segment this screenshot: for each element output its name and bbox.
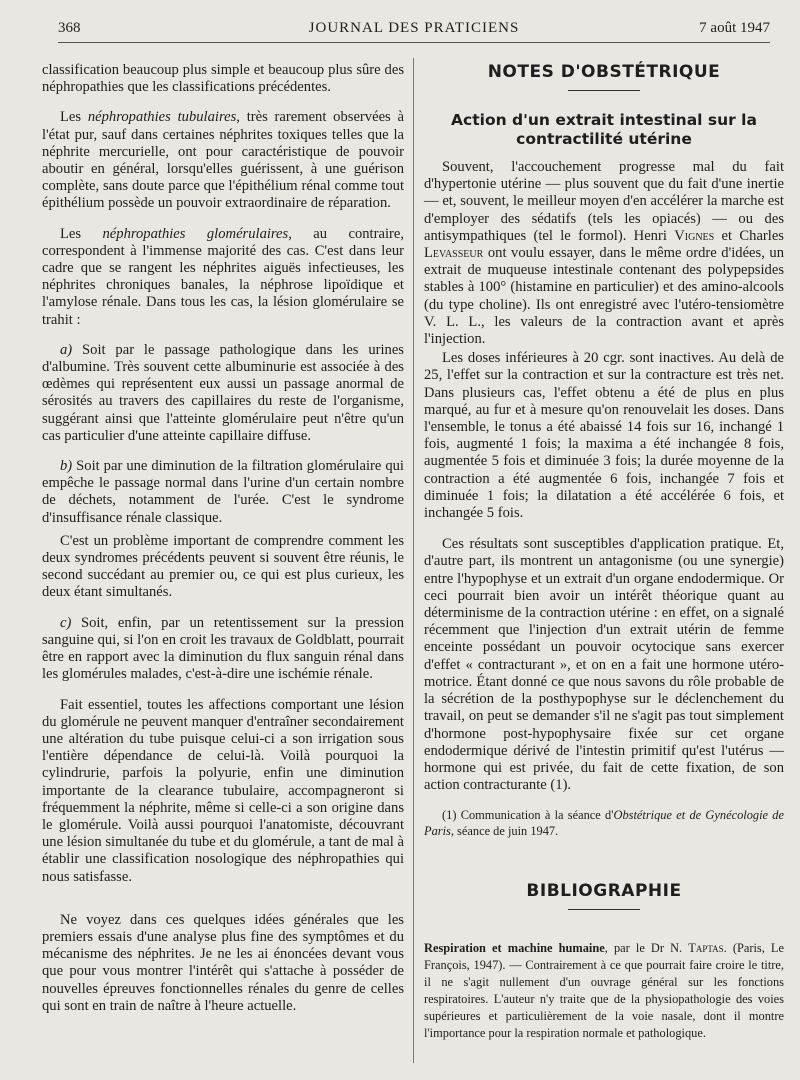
paragraph-continuation: classification beaucoup plus simple et beaucoup plus sûre des néphropathies que les classifications précédentes.	[42, 62, 404, 96]
paragraph-resultats: Ces résultats sont susceptibles d'application pratique. Et, d'autre part, ils montrent un antagonisme (ou une synergie) entre l'hypophyse et un extrait d'un organe endodermique. Or ceci pourrait bien avoir un intérêt théorique quant au déterminisme de la contraction utérine : en effet, on a signalé récemment que l'injection d'un extrait utérin de femme enceinte possédant un pouvoir ocytocique sans exercer d'effet « contracturant », et on en a fait une hormone utéro-motrice. Étant donné ce que nous savons du rôle probable de la sécrétion de la posthypophyse sur le déclenchement du travail, on peut se demander s'il ne s'agit pas tout simplement d'hormone post-hypophysaire fixée sur cet organe endodermique dérivé de l'intestin primitif qu'est l'utérus — hormone qui est privée, du fait de cette fixation, de son action contracturante (1).	[424, 536, 784, 794]
article-title: Action d'un extrait intestinal sur la contractilité utérine	[451, 111, 757, 148]
term-tubulaires: néphropathies tubulaires,	[87, 109, 240, 126]
bibliography-entry: Respiration et machine humaine, par le Dr N. Taptas. (Paris, Le François, 1947). — Contrairement à ce que pourrait faire croire le titre, il ne s'agit nullement d'un ouvrage général sur les fonctions respiratoires. L'auteur n'y traite que de la physiopathologie des voies supérieures et particulièrement de la voie nasale, dont il montre l'importance pour la respiration normale et pathologique.	[424, 941, 784, 1041]
paragraph-probleme: C'est un problème important de comprendre comment les deux syndromes précédents peuvent si souvent être réunis, le second succédant au premier ou, ce qui est plus curieux, les deux étant simultanés.	[42, 532, 404, 601]
paragraph-doses: Les doses inférieures à 20 cgr. sont inactives. Au delà de 25, l'effet sur la contraction et sur la contracture est très net. Dans plusieurs cas, l'effet obtenu a été de plus en plus marqué, au fur et à mesure qu'on renouvelait les doses. Dans l'ensemble, le tonus a été abaissé 14 fois sur 16, inchangé 1 fois, augmenté 1 fois; la maxima a été inchangée 8 fois, augmentée 5 fois et diminuée 3 fois; la durée moyenne de la contraction a été augmentée 6 fois, inchangée 7 fois et diminuée 1 fois; la dilatation a été accélérée 6 fois, et inchangée 5 fois.	[424, 350, 784, 522]
paragraph-accouchement: Souvent, l'accouchement progresse mal du fait d'hypertonie utérine — plus souvent que du fait d'une inertie — et, souvent, le meilleur moyen d'en accélérer la marche est d'employer des sédatifs (tels les opiacés) — ou des antisympathiques (tel le formol). Henri Vignes et Charles Levasseur ont voulu essayer, dans le même ordre d'idées, un extrait de muqueuse intestinale contenant des polypepsides stables à 100° (histamine en particulier) et des amino-alcools (du type choline). Ils ont enregistré avec l'utéro-tensiomètre V. L. L., les valeurs de la contraction avant et après l'injection.	[424, 159, 784, 348]
author-vignes: Vignes	[674, 227, 715, 244]
section-rule	[568, 90, 640, 91]
running-header	[58, 18, 770, 43]
author-levasseur: Levasseur	[424, 245, 484, 262]
page-number: 368	[58, 20, 81, 36]
issue-date: 7 août 1947	[699, 20, 770, 36]
section-rule-biblio	[568, 909, 640, 910]
left-column	[42, 62, 404, 1028]
paragraph-conclusion: Ne voyez dans ces quelques idées générales que les premiers essais d'une analyse plus fine des symptômes et du mécanisme des néphrites. Je ne les ai énoncées devant vous que pour vous montrer l'intérêt qui s'attache à posséder de nouvelles épreuves fonctionnelles rénales du genre de celles qui sont en train de naître à l'heure actuelle.	[42, 911, 404, 1014]
section-title-bibliographie: BIBLIOGRAPHIE	[526, 881, 682, 902]
paragraph-item-a: a) Soit par le passage pathologique dans les urines d'albumine. Très souvent cette albuminurie est associée à des œdèmes qui représentent eux aussi un passage anormal de sérosités au travers des capillaires du reste de l'organisme, suggérant ainsi que l'atteinte glomérulaire peut n'être qu'un cas particulier d'une atteinte capillaire diffuse.	[42, 341, 404, 444]
right-column	[424, 62, 784, 1042]
column-divider	[413, 58, 414, 1063]
footnote: (1) Communication à la séance d'Obstétrique et de Gynécologie de Paris, séance de juin 1947.	[424, 808, 784, 838]
paragraph-item-b: b) Soit par une diminution de la filtration glomérulaire qui empêche le passage normal dans l'urine d'un certain nombre de déchets, notamment de l'urée. C'est le syndrome d'insuffisance rénale classique.	[42, 458, 404, 526]
section-title-obstetrique: NOTES D'OBSTÉTRIQUE	[487, 62, 721, 82]
term-glomerulaires: néphropathies glomérulaires,	[102, 225, 292, 242]
book-title: Respiration et machine humaine	[424, 941, 605, 956]
paragraph-item-c: c) Soit, enfin, par un retentissement sur la pression sanguine qui, si l'on en croit les travaux de Goldblatt, pourrait être en rapport avec la diminution du flux sanguin rénal dans les glomérules malades, c'est-à-dire une ischémie rénale.	[42, 614, 404, 683]
paragraph-glomerulaires: Les néphropathies glomérulaires, au contraire, correspondent à l'immense majorité des cas. C'est dans leur cadre que se rangent les néphrites aiguës infectieuses, les néphrites chroniques banales, la néphrose lipoïdique et l'amylose rénale. Dans tous les cas, la lésion glomérulaire se trahit :	[42, 225, 404, 328]
paragraph-tubulaires: Les néphropathies tubulaires, très rarement observées à l'état pur, sauf dans certaines néphrites toxiques telles que la néphrite mercurielle, ont pour caractéristique de pouvoir aboutir en général, lorsqu'elles guérissent, à une guérison complète, sans doute parce que l'épithélium rénal comme tout épithélium possède un pouvoir extraordinaire de réparation.	[42, 109, 404, 212]
paragraph-fait-essentiel: Fait essentiel, toutes les affections comportant une lésion du glomérule ne peuvent manquer d'entraîner secondairement une altération du tube puisque celui-ci a son irrigation sous l'entière dépendance de celui-là. Voilà pourquoi la cylindrurie, parfois la polyurie, enfin une diminution importante de la clearance tubulaire, accompagneront si fréquemment la néphrite, même si celle-ci a son origine dans le glomérule. Voilà aussi pourquoi l'anatomiste, découvrant une lésion simultanée du tube et du glomérule, a tant de mal à établir une classification nosologique des néphropathies qui nous satisfasse.	[42, 696, 404, 885]
journal-title: JOURNAL DES PRATICIENS	[308, 20, 520, 36]
book-author: Taptas	[688, 941, 724, 956]
